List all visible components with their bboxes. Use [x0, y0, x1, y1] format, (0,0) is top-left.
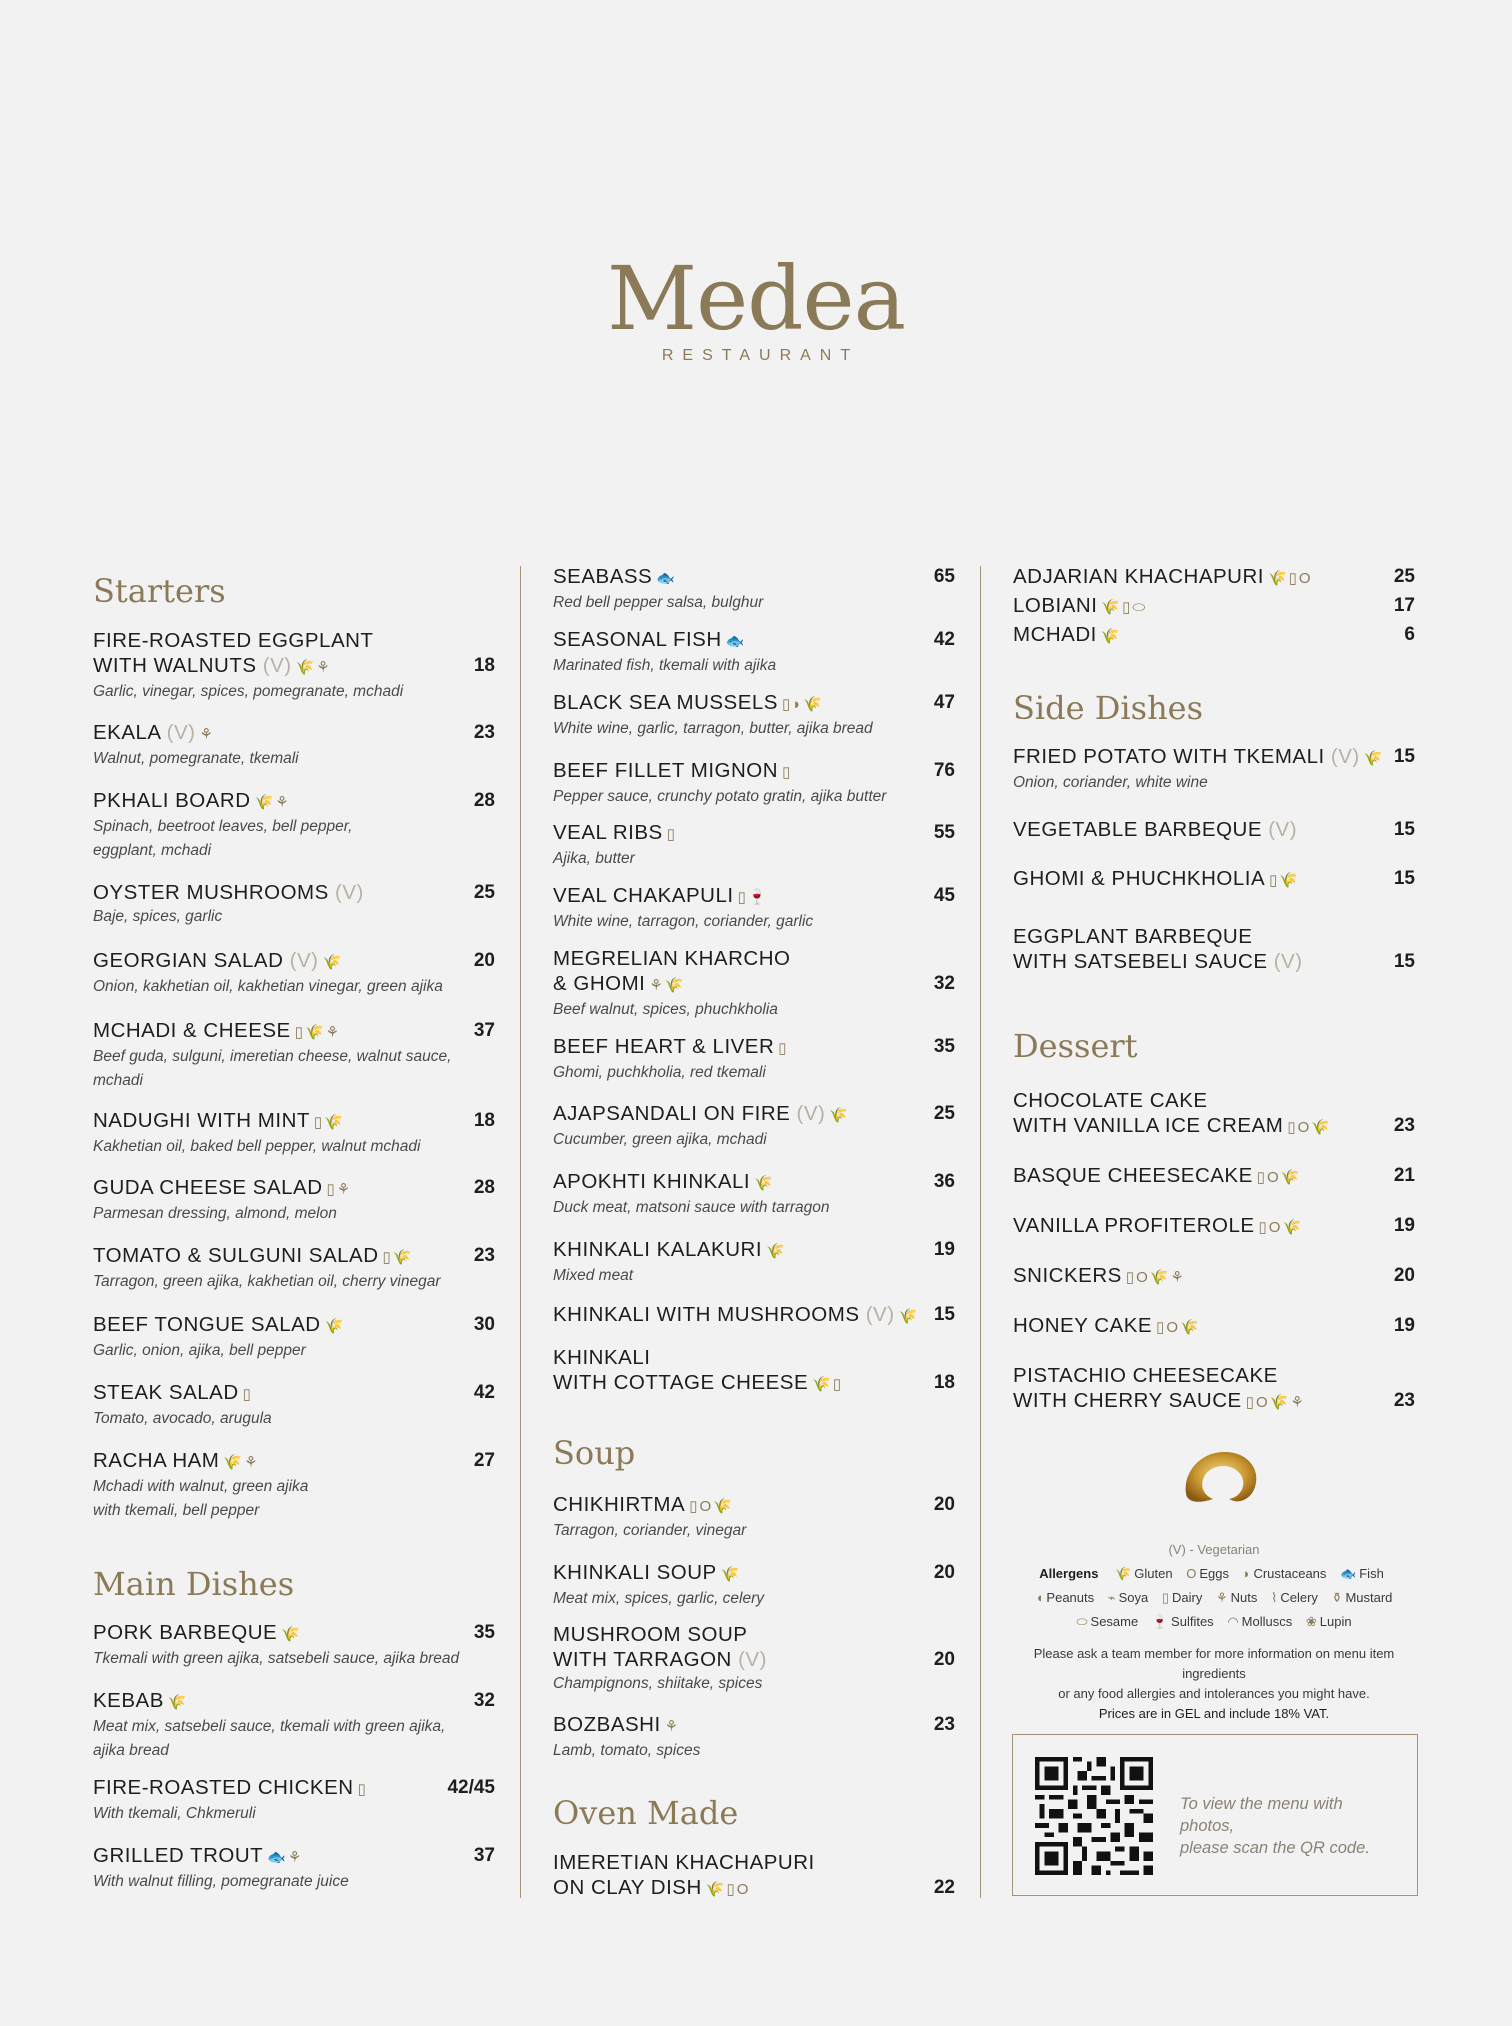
dish-description: Mchadi with walnut, green ajika: [93, 1478, 309, 1495]
menu-item: [553, 820, 955, 871]
dish-price: 20: [933, 1562, 955, 1583]
dish-description: Tomato, avocado, arugula: [93, 1410, 272, 1427]
dairy-icon: ▯: [1161, 1590, 1169, 1605]
menu-item: [553, 946, 955, 1022]
fish-icon: 🐟: [1340, 1566, 1357, 1581]
allergen-icons: 🐟⚘: [267, 1849, 304, 1866]
menu-item: [1013, 1313, 1415, 1340]
menu-item: [93, 1380, 495, 1431]
dish-name: FRIED POTATO WITH TKEMALI (V) 🌾: [1013, 745, 1385, 768]
dish-description-line2: with tkemali, bell pepper: [93, 1502, 260, 1519]
dish-description: Spinach, beetroot leaves, bell pepper,: [93, 818, 353, 835]
gluten-icon: 🌾: [1115, 1566, 1132, 1581]
dish-price: 42: [473, 1382, 495, 1403]
menu-item: [93, 1448, 495, 1523]
dish-name: FIRE-ROASTED EGGPLANT: [93, 629, 374, 652]
allergen-icons: 🌾: [720, 1566, 742, 1583]
menu-item: [553, 883, 955, 934]
menu-item: [93, 1243, 495, 1294]
menu-item: [553, 690, 955, 741]
dish-price: 23: [1393, 1390, 1415, 1411]
dish-description: Tarragon, green ajika, kakhetian oil, cherry vinegar: [93, 1273, 441, 1290]
menu-item: [1013, 622, 1415, 649]
dish-price: 28: [473, 790, 495, 811]
dish-description: Parmesan dressing, almond, melon: [93, 1205, 337, 1222]
allergen-icons: 🌾⚘: [223, 1454, 260, 1471]
dish-name: VEAL RIBS ▯: [553, 821, 677, 844]
dish-price: 19: [1393, 1315, 1415, 1336]
dish-description: Cucumber, green ajika, mchadi: [553, 1131, 767, 1148]
dish-name: ADJARIAN KHACHAPURI 🌾▯O: [1013, 565, 1313, 588]
dish-price: 15: [1393, 868, 1415, 889]
allergen-legend: [1013, 1538, 1415, 1724]
dish-name: KEBAB 🌾: [93, 1689, 189, 1712]
allergen-icons: ▯🌾: [382, 1249, 414, 1266]
molluscs-icon: ◠: [1227, 1614, 1239, 1629]
menu-item: [553, 758, 955, 809]
menu-item: [93, 628, 495, 704]
dish-name-line2: WITH WALNUTS (V) 🌾⚘: [93, 654, 332, 677]
dish-price: 22: [933, 1877, 955, 1898]
dish-name-line2: WITH VANILLA ICE CREAM ▯O🌾: [1013, 1114, 1332, 1137]
allergen-icons: 🌾▯⬭: [1101, 599, 1148, 616]
dish-description-line2: ajika bread: [93, 1742, 169, 1759]
dish-price: 27: [473, 1450, 495, 1471]
dish-name: BLACK SEA MUSSELS ▯◗🌾: [553, 691, 824, 714]
dish-description: Meat mix, satsebeli sauce, tkemali with green ajika,: [93, 1718, 446, 1735]
logo-wordmark: Medea: [606, 247, 906, 350]
dish-name: VEGETABLE BARBEQUE (V): [1013, 818, 1298, 841]
dish-name-line2: WITH TARRAGON (V): [553, 1648, 767, 1671]
dish-name: NADUGHI WITH MINT ▯🌾: [93, 1109, 345, 1132]
allergen-icons: ▯🌾⚘: [294, 1024, 342, 1041]
allergy-note: Please ask a team member for more information on menu item ingredients or any food allergies and intolerances you might have. Prices are in GEL and include 18% VAT.: [1013, 1644, 1415, 1724]
menu-item: [553, 627, 955, 678]
dish-description: Champignons, shiitake, spices: [553, 1675, 763, 1692]
menu-item: [553, 1622, 955, 1696]
menu-item: [93, 788, 495, 863]
allergen-icons: ⚘: [664, 1718, 681, 1735]
dish-description: Duck meat, matsoni sauce with tarragon: [553, 1199, 830, 1216]
menu-item: [553, 1169, 955, 1220]
vegetarian-mark: (V): [166, 721, 196, 744]
dish-name: BEEF HEART & LIVER ▯: [553, 1035, 789, 1058]
section-title-main-dishes: Main Dishes: [93, 1565, 295, 1603]
dish-name: FIRE-ROASTED CHICKEN ▯: [93, 1776, 368, 1799]
allergen-icons: 🌾: [324, 1318, 346, 1335]
menu-item: [1013, 593, 1415, 620]
menu-item: [1013, 1163, 1415, 1190]
dish-price: 65: [933, 566, 955, 587]
dish-price: 18: [473, 1110, 495, 1131]
dish-name: OYSTER MUSHROOMS (V): [93, 881, 364, 904]
sesame-icon: ⬭: [1076, 1614, 1088, 1629]
dish-description: White wine, garlic, tarragon, butter, ajika bread: [553, 720, 873, 737]
dish-description: Tkemali with green ajika, satsebeli sauce, ajika bread: [93, 1650, 460, 1667]
allergen-icons: ▯O🌾: [689, 1498, 734, 1515]
allergen-icons: 🌾: [754, 1175, 775, 1192]
dish-description: Mixed meat: [553, 1267, 634, 1284]
menu-item: [553, 564, 955, 615]
dish-price: 32: [933, 973, 955, 994]
dish-price: 23: [473, 1245, 495, 1266]
allergen-icons: ▯O🌾⚘: [1245, 1394, 1306, 1411]
logo-subtitle: RESTAURANT: [661, 347, 860, 364]
dish-name: MUSHROOM SOUP: [553, 1623, 748, 1646]
menu-item: [93, 1620, 495, 1671]
vegetarian-legend: (V) - Vegetarian: [1168, 1542, 1260, 1557]
dish-price: 15: [933, 1304, 955, 1325]
dish-price: 19: [1393, 1215, 1415, 1236]
crustaceans-icon: ◗: [1242, 1566, 1251, 1581]
allergen-icons: ▯: [778, 1040, 789, 1057]
dish-name: SEASONAL FISH 🐟: [553, 628, 747, 651]
allergen-icons: ▯: [242, 1386, 253, 1403]
dish-name: CHOCOLATE CAKE: [1013, 1089, 1208, 1112]
dish-description: Meat mix, spices, garlic, celery: [553, 1590, 765, 1607]
vegetarian-mark: (V): [289, 949, 319, 972]
dish-price: 20: [933, 1494, 955, 1515]
dish-description: Red bell pepper salsa, bulghur: [553, 594, 764, 611]
dish-price: 20: [1393, 1265, 1415, 1286]
dish-name-line2: WITH SATSEBELI SAUCE (V): [1013, 950, 1303, 973]
menu-item: [1013, 1263, 1415, 1290]
dish-name: GHOMI & PHUCHKHOLIA ▯🌾: [1013, 867, 1301, 890]
dish-price: 25: [1393, 566, 1415, 587]
menu-item: [93, 948, 495, 999]
dish-description: With tkemali, Chkmeruli: [93, 1805, 256, 1822]
menu-item: [93, 1843, 495, 1894]
dish-price: 35: [933, 1036, 955, 1057]
dish-price: 23: [1393, 1115, 1415, 1136]
dish-name: SEABASS 🐟: [553, 565, 677, 588]
celery-icon: ⌇: [1270, 1590, 1278, 1605]
menu-item: [553, 1034, 955, 1085]
allergen-icons: 🌾: [322, 954, 344, 971]
dish-name: VEAL CHAKAPULI ▯🍷: [553, 884, 769, 907]
restaurant-logo: [0, 247, 1512, 365]
allergen-icons: ▯: [782, 764, 793, 781]
dish-name-line2: & GHOMI ⚘🌾: [553, 972, 686, 995]
dish-name: GRILLED TROUT 🐟⚘: [93, 1844, 304, 1867]
dish-description-line2: eggplant, mchadi: [93, 842, 212, 859]
qr-code[interactable]: [1035, 1757, 1153, 1875]
column-divider: [980, 566, 981, 1898]
dish-price: 20: [473, 950, 495, 971]
section-title-side-dishes: Side Dishes: [1013, 689, 1204, 727]
menu-item: [93, 1108, 495, 1159]
dish-price: 18: [473, 655, 495, 676]
dish-name: PISTACHIO CHEESECAKE: [1013, 1364, 1278, 1387]
allergen-icons: ▯🍷: [737, 889, 769, 906]
dish-price: 37: [473, 1845, 495, 1866]
menu-item: [553, 1560, 955, 1611]
dish-price: 19: [933, 1239, 955, 1260]
dish-name: STEAK SALAD ▯: [93, 1381, 253, 1404]
vegetarian-mark: (V): [1268, 818, 1298, 841]
dish-price: 37: [473, 1020, 495, 1041]
menu-item: [553, 1101, 955, 1152]
dish-name: HONEY CAKE ▯O🌾: [1013, 1314, 1201, 1337]
dish-description: With walnut filling, pomegranate juice: [93, 1873, 349, 1890]
allergen-icons: 🌾: [766, 1243, 787, 1260]
section-title-soup: Soup: [553, 1434, 636, 1472]
dish-price: 25: [473, 882, 495, 903]
dish-description: Walnut, pomegranate, tkemali: [93, 750, 299, 767]
column-divider: [520, 566, 521, 1898]
dish-price: 15: [1393, 746, 1415, 767]
menu-item: [1013, 1088, 1415, 1140]
dish-description: Tarragon, coriander, vinegar: [553, 1522, 747, 1539]
sulfites-icon: 🍷: [1151, 1614, 1169, 1629]
dish-name-line2: ON CLAY DISH 🌾▯O: [553, 1876, 751, 1899]
dish-price: 23: [933, 1714, 955, 1735]
allergen-list: Allergens 🌾 Gluten O Eggs ◗ Crustaceans 🐟 Fish ◖ Peanuts ⌁ Soya ▯ Dairy ⚘ Nuts ⌇ Celery ⚱ Mustard ⬭ Sesame 🍷 Sulfites ◠ Molluscs ❀ Lupin: [1035, 1566, 1393, 1629]
allergen-icons: ▯O🌾: [1258, 1219, 1304, 1236]
allergen-icons: ▯🌾: [313, 1114, 345, 1131]
vegetarian-mark: (V): [865, 1303, 895, 1326]
vegetarian-mark: (V): [262, 654, 292, 677]
vegetarian-mark: (V): [1273, 950, 1303, 973]
allergen-icons: 🌾: [898, 1308, 920, 1325]
menu-item: [553, 1492, 955, 1543]
dish-price: 36: [933, 1171, 955, 1192]
dish-name: LOBIANI 🌾▯⬭: [1013, 594, 1148, 617]
allergen-icons: ▯: [666, 826, 677, 843]
menu-item: [1013, 817, 1415, 842]
dish-price: 32: [473, 1690, 495, 1711]
dish-name: MCHADI 🌾: [1013, 623, 1122, 646]
menu-item: [553, 1850, 955, 1902]
menu-item: [1013, 866, 1415, 893]
dish-name: MCHADI & CHEESE ▯🌾⚘: [93, 1019, 342, 1042]
dish-price: 45: [933, 885, 955, 906]
menu-item: [1013, 564, 1415, 591]
menu-item: [93, 1312, 495, 1363]
dish-price: 76: [933, 760, 955, 781]
vegetarian-mark: (V): [796, 1102, 826, 1125]
dish-name: GEORGIAN SALAD (V) 🌾: [93, 949, 344, 972]
allergen-icons: 🌾: [1100, 628, 1122, 645]
dish-name: BOZBASHI ⚘: [553, 1713, 681, 1736]
menu-item: [553, 1712, 955, 1763]
dish-price: 25: [933, 1103, 955, 1124]
qr-caption: To view the menu with photos, please scan the QR code.: [1180, 1795, 1370, 1857]
dish-price: 18: [933, 1372, 955, 1393]
menu-item: [93, 1688, 495, 1763]
dish-name: SNICKERS ▯O🌾⚘: [1013, 1264, 1186, 1287]
dish-description: Onion, coriander, white wine: [1013, 774, 1208, 791]
menu-item: [93, 880, 495, 929]
allergen-icons: 🌾▯O: [1268, 570, 1313, 587]
section-title-oven-made: Oven Made: [553, 1794, 739, 1832]
dish-description: White wine, tarragon, coriander, garlic: [553, 913, 814, 930]
dish-description: Marinated fish, tkemali with ajika: [553, 657, 777, 674]
allergen-icons: ▯: [357, 1781, 368, 1798]
menu-item: [553, 1237, 955, 1288]
dish-name: GUDA CHEESE SALAD ▯⚘: [93, 1176, 353, 1199]
allergen-icons: 🌾⚘: [295, 659, 332, 676]
dish-name: RACHA HAM 🌾⚘: [93, 1449, 260, 1472]
dish-description: Baje, spices, garlic: [93, 908, 223, 925]
section-title-starters: Starters: [93, 572, 226, 610]
dish-description: Beef walnut, spices, phuchkholia: [553, 1001, 778, 1018]
allergen-icons: 🌾▯: [812, 1376, 844, 1393]
allergen-icons: 🐟: [656, 570, 677, 587]
dish-price: 47: [933, 692, 955, 713]
dish-price: 55: [933, 822, 955, 843]
peanuts-icon: ◖: [1035, 1590, 1044, 1605]
allergen-icons: ▯🌾: [1269, 872, 1301, 889]
dish-price: 30: [473, 1314, 495, 1335]
dish-description: Pepper sauce, crunchy potato gratin, ajika butter: [553, 788, 887, 805]
dish-description: Kakhetian oil, baked bell pepper, walnut mchadi: [93, 1138, 421, 1155]
dish-description: Lamb, tomato, spices: [553, 1742, 701, 1759]
allergen-icons: ▯O🌾⚘: [1125, 1269, 1186, 1286]
dish-price: 23: [473, 722, 495, 743]
dish-description: Garlic, onion, ajika, bell pepper: [93, 1342, 306, 1359]
dish-description: Ghomi, puchkholia, red tkemali: [553, 1064, 766, 1081]
dish-description: Beef guda, sulguni, imeretian cheese, walnut sauce,: [93, 1048, 452, 1065]
vegetarian-mark: (V): [738, 1648, 767, 1671]
dish-name: KHINKALI SOUP 🌾: [553, 1561, 742, 1584]
allergen-icons: ▯⚘: [326, 1181, 353, 1198]
dish-name: KHINKALI: [553, 1346, 651, 1369]
menu-item: [93, 1018, 495, 1093]
dish-name-line2: WITH COTTAGE CHEESE 🌾▯: [553, 1371, 844, 1394]
dish-description: Garlic, vinegar, spices, pomegranate, mchadi: [93, 683, 404, 700]
dish-price: 28: [473, 1177, 495, 1198]
dish-name: BASQUE CHEESECAKE ▯O🌾: [1013, 1164, 1302, 1187]
allergen-icons: 🌾: [167, 1694, 189, 1711]
price-note: Prices are in GEL and include 18% VAT.: [1098, 1706, 1330, 1721]
section-title-dessert: Dessert: [1013, 1027, 1138, 1065]
dish-name: PKHALI BOARD 🌾⚘: [93, 789, 291, 812]
allergen-icons: 🌾: [829, 1107, 851, 1124]
dish-name: TOMATO & SULGUNI SALAD ▯🌾: [93, 1244, 414, 1267]
qr-code-box: [1012, 1734, 1418, 1896]
dish-name: IMERETIAN KHACHAPURI: [553, 1851, 815, 1874]
dish-price: 20: [933, 1649, 955, 1670]
lupin-icon: ❀: [1305, 1614, 1317, 1629]
menu-item: [93, 1175, 495, 1226]
dish-name: KHINKALI WITH MUSHROOMS (V) 🌾: [553, 1303, 920, 1326]
nuts-icon: ⚘: [1215, 1590, 1228, 1605]
dish-price: 15: [1393, 951, 1415, 972]
dish-price: 17: [1393, 595, 1415, 616]
menu-item: [553, 1345, 955, 1397]
dish-description-line2: mchadi: [93, 1072, 143, 1089]
dish-name: KHINKALI KALAKURI 🌾: [553, 1238, 787, 1261]
dish-name: AJAPSANDALI ON FIRE (V) 🌾: [553, 1102, 851, 1125]
allergen-icons: ▯O🌾: [1156, 1319, 1201, 1336]
dish-price: 42: [933, 629, 955, 650]
menu-item: [1013, 924, 1415, 974]
menu-item: [93, 720, 495, 771]
menu-item: [1013, 1363, 1415, 1415]
dish-name: PORK BARBEQUE 🌾: [93, 1621, 302, 1644]
menu-item: [1013, 1213, 1415, 1240]
dish-name: MEGRELIAN KHARCHO: [553, 947, 791, 970]
dish-price: 21: [1393, 1165, 1415, 1186]
dish-name: CHIKHIRTMA ▯O🌾: [553, 1493, 734, 1516]
menu-item: [553, 1302, 955, 1329]
dish-name-line2: WITH CHERRY SAUCE ▯O🌾⚘: [1013, 1389, 1306, 1412]
dish-price: 6: [1404, 624, 1415, 645]
dish-name: BEEF TONGUE SALAD 🌾: [93, 1313, 346, 1336]
dish-price: 35: [473, 1622, 495, 1643]
allergens-label: Allergens: [1039, 1566, 1099, 1581]
allergen-icons: 🌾▯O: [705, 1881, 751, 1898]
dish-name: EKALA (V) ⚘: [93, 721, 215, 744]
allergen-icons: 🌾⚘: [254, 794, 291, 811]
allergen-icons: ▯O🌾: [1256, 1169, 1302, 1186]
allergen-icons: 🌾: [281, 1626, 302, 1643]
dish-price: 42/45: [447, 1777, 495, 1798]
menu-item: [93, 1775, 495, 1826]
dish-name: APOKHTI KHINKALI 🌾: [553, 1170, 775, 1193]
dish-description: Ajika, butter: [553, 850, 635, 867]
dish-name: EGGPLANT BARBEQUE: [1013, 925, 1253, 948]
dish-name: VANILLA PROFITEROLE ▯O🌾: [1013, 1214, 1304, 1237]
allergen-icons: ▯◗🌾: [781, 696, 824, 713]
vegetarian-mark: (V): [335, 881, 364, 904]
allergen-icons: 🌾: [1363, 750, 1385, 767]
soya-icon: ⌁: [1107, 1590, 1116, 1605]
dish-name: BEEF FILLET MIGNON ▯: [553, 759, 793, 782]
vegetarian-mark: (V): [1330, 745, 1360, 768]
menu-item: [1013, 744, 1415, 795]
dish-description: Onion, kakhetian oil, kakhetian vinegar, green ajika: [93, 978, 443, 995]
decorative-swirl-icon: [1179, 1447, 1263, 1509]
dish-price: 15: [1393, 819, 1415, 840]
eggs-icon: O: [1186, 1566, 1197, 1581]
allergen-icons: ⚘: [199, 726, 215, 743]
allergen-icons: ▯O🌾: [1287, 1119, 1332, 1136]
allergen-icons: 🐟: [725, 633, 747, 650]
allergen-icons: ⚘🌾: [649, 977, 686, 994]
mustard-icon: ⚱: [1331, 1590, 1343, 1605]
